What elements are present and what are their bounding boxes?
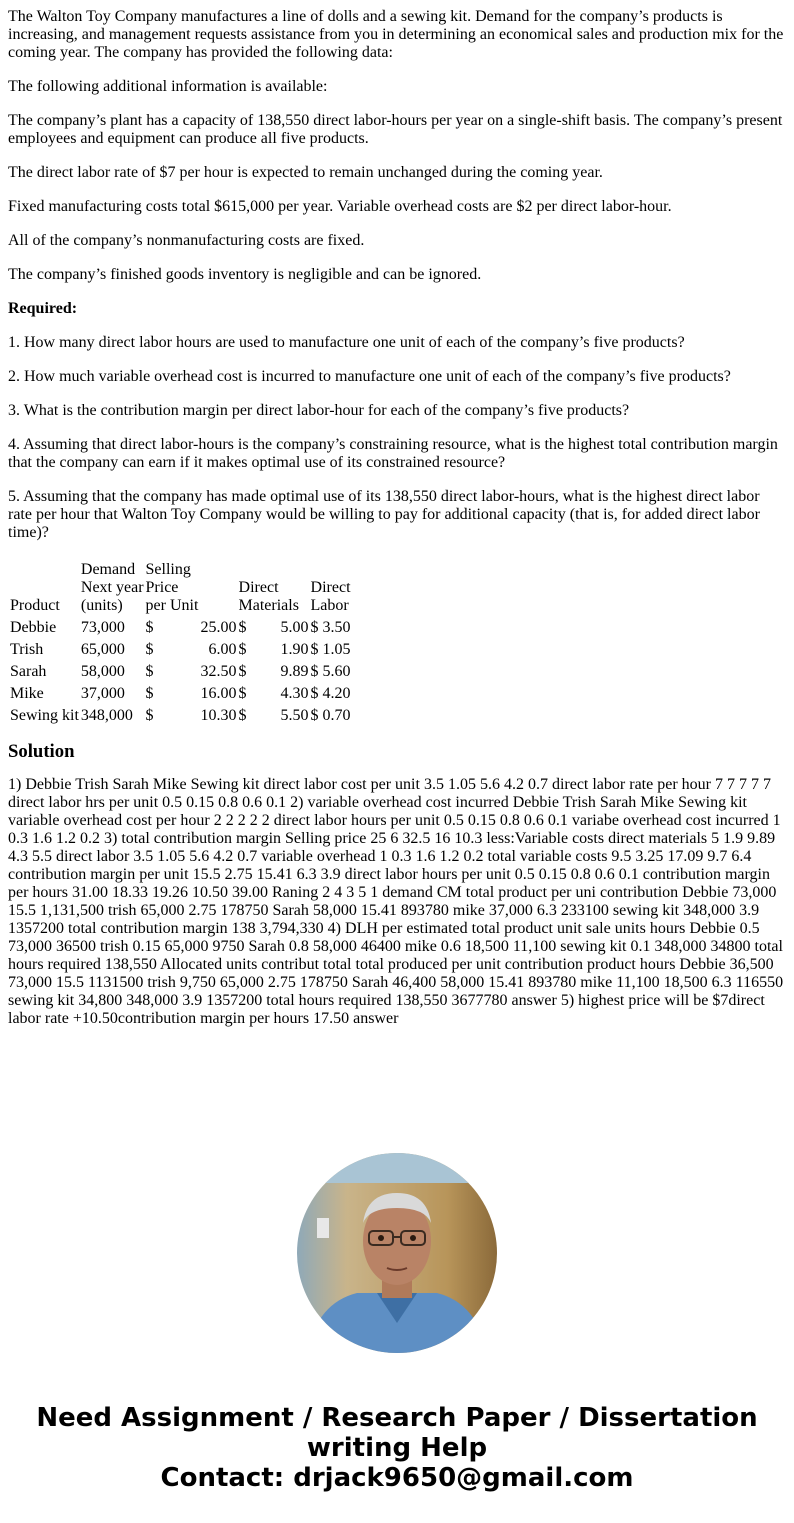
cell-product: Trish — [10, 641, 44, 658]
cell-price-currency: $ — [145, 707, 154, 724]
cell-labor-currency: $ — [310, 685, 319, 702]
cell-product: Debbie — [10, 619, 57, 636]
cell-direct-materials: 5.00 — [280, 619, 309, 636]
cell-direct-labor: 0.70 — [322, 707, 351, 724]
fact-capacity: The company’s plant has a capacity of 138,550 direct labor-hours per year on a single-shift basis. The company’s present employees and equipment can produce all five products. — [8, 112, 783, 147]
product-data-table — [8, 558, 353, 728]
cell-demand: 37,000 — [80, 685, 125, 702]
cell-materials-currency: $ — [238, 707, 247, 724]
cell-labor-currency: $ — [310, 663, 319, 680]
table-row — [10, 684, 351, 704]
footer-line-2: writing Help — [306, 1433, 488, 1463]
cell-labor-currency: $ — [310, 707, 319, 724]
cell-materials-currency: $ — [238, 619, 247, 636]
cell-product: Mike — [10, 685, 44, 702]
cell-price-currency: $ — [145, 619, 154, 636]
table-row — [10, 706, 351, 726]
cell-selling-price: 6.00 — [208, 641, 237, 658]
question-3: 3. What is the contribution margin per direct labor-hour for each of the company’s five products? — [8, 402, 630, 419]
question-5: 5. Assuming that the company has made optimal use of its 138,550 direct labor-hours, what is the highest direct labor rate per hour that Walton Toy Company would be willing to pay for additional capacity (that is, for added direct labor time)? — [8, 488, 760, 541]
footer-contact-banner — [0, 1403, 794, 1493]
cell-price-currency: $ — [145, 663, 154, 680]
cell-direct-materials: 4.30 — [280, 685, 309, 702]
fact-inventory: The company’s finished goods inventory is negligible and can be ignored. — [8, 266, 482, 283]
table-row — [10, 662, 351, 682]
cell-direct-materials: 5.50 — [280, 707, 309, 724]
intro-paragraph: The Walton Toy Company manufactures a line of dolls and a sewing kit. Demand for the company’s products is increasing, and management requests assistance from you in determining an economical sales and production mix for the coming year. The company has provided the following data: — [8, 8, 784, 61]
cell-selling-price: 32.50 — [200, 663, 237, 680]
table-row — [10, 640, 351, 660]
question-2: 2. How much variable overhead cost is incurred to manufacture one unit of each of the company’s five products? — [8, 368, 731, 385]
cell-materials-currency: $ — [238, 641, 247, 658]
cell-demand: 348,000 — [80, 707, 133, 724]
cell-direct-labor: 4.20 — [322, 685, 351, 702]
cell-labor-currency: $ — [310, 641, 319, 658]
cell-selling-price: 25.00 — [200, 619, 237, 636]
cell-product: Sarah — [10, 663, 47, 680]
fact-fixed-costs: Fixed manufacturing costs total $615,000 per year. Variable overhead costs are $2 per direct labor-hour. — [8, 198, 672, 215]
question-1: 1. How many direct labor hours are used to manufacture one unit of each of the company’s five products? — [8, 334, 685, 351]
cell-materials-currency: $ — [238, 663, 247, 680]
cell-product: Sewing kit — [10, 707, 79, 724]
header-direct-labor: Direct Labor — [310, 579, 351, 614]
cell-demand: 73,000 — [80, 619, 125, 636]
cell-direct-materials: 1.90 — [280, 641, 309, 658]
cell-direct-materials: 9.89 — [280, 663, 309, 680]
header-demand: Demand Next year (units) — [80, 561, 144, 614]
solution-text: 1) Debbie Trish Sarah Mike Sewing kit direct labor cost per unit 3.5 1.05 5.6 4.2 0.7 direct labor rate per hour 7 7 7 7 7 direct labor hrs per unit 0.5 0.15 0.8 0.6 0.1 2) variable overhead cost incurred Debbie Trish Sarah Mike Sewing kit variable overhead cost per hour 2 2 2 2 2 direct labor hours per unit 0.5 0.15 0.8 0.6 0.1 variabe overhead cost incurred 1 0.3 1.6 1.2 0.2 3) total contribution margin Selling price 25 6 32.5 16 10.3 less:Variable costs direct materials 5 1.9 9.89 4.3 5.5 direct labor 3.5 1.05 5.6 4.2 0.7 variable overhead 1 0.3 1.6 1.2 0.2 total variable costs 9.5 3.25 17.09 9.7 6.4 contribution margin per unit 15.5 2.75 15.41 6.3 3.9 direct labor hours per unit 0.5 0.15 0.8 0.6 0.1 contribution margin per hours 31.00 18.33 19.26 10.50 39.00 Raning 2 4 3 5 1 demand CM total product per uni contribution Debbie 73,000 15.5 1,131,500 trish 65,000 2.75 178750 Sarah 58,000 15.41 893780 mike 37,000 6.3 233100 sewing kit 348,000 3.9 1357200 total contribution margin 138 3,794,330 4) DLH per estimated total product unit sale units hours Debbie 0.5 73,000 36500 trish 0.15 65,000 9750 Sarah 0.8 58,000 46400 mike 0.6 18,500 11,100 sewing kit 0.1 348,000 34800 total hours required 138,550 Allocated units contribut total total produced per unit contribution product hours Debbie 36,500 73,000 15.5 1131500 trish 9,750 65,000 2.75 178750 Sarah 46,400 58,000 15.41 893780 mike 11,100 18,500 6.3 116550 sewing kit 34,800 348,000 3.9 1357200 total hours required 138,550 3677780 answer 5) highest price will be $7direct labor rate +10.50contribution margin per hours 17.50 answer — [8, 776, 784, 1027]
cell-selling-price: 16.00 — [200, 685, 237, 702]
header-product: Product — [10, 597, 60, 614]
cell-direct-labor: 5.60 — [322, 663, 351, 680]
header-direct-materials: Direct Materials — [238, 579, 299, 614]
cell-direct-labor: 1.05 — [322, 641, 351, 658]
cell-demand: 58,000 — [80, 663, 125, 680]
cell-price-currency: $ — [145, 685, 154, 702]
cell-price-currency: $ — [145, 641, 154, 658]
table-row — [10, 618, 351, 638]
question-4: 4. Assuming that direct labor-hours is the company’s constraining resource, what is the highest total contribution margin that the company can earn if it makes optimal use of its constrained resource? — [8, 436, 778, 471]
additional-info-heading: The following additional information is available: — [8, 78, 328, 95]
author-avatar — [297, 1153, 497, 1353]
cell-materials-currency: $ — [238, 685, 247, 702]
cell-direct-labor: 3.50 — [322, 619, 351, 636]
solution-heading: Solution — [8, 741, 75, 762]
required-label: Required: — [8, 300, 78, 317]
cell-labor-currency: $ — [310, 619, 319, 636]
header-selling-price: Selling Price per Unit — [145, 561, 199, 614]
footer-contact-line: Contact: drjack9650@gmail.com — [160, 1463, 634, 1493]
fact-labor-rate: The direct labor rate of $7 per hour is expected to remain unchanged during the coming year. — [8, 164, 603, 181]
fact-nonmanufacturing: All of the company’s nonmanufacturing costs are fixed. — [8, 232, 365, 249]
table-header-row — [10, 560, 351, 616]
portrait-image — [297, 1153, 497, 1353]
cell-demand: 65,000 — [80, 641, 125, 658]
cell-selling-price: 10.30 — [200, 707, 237, 724]
footer-line-1: Need Assignment / Research Paper / Dissertation — [36, 1403, 758, 1433]
